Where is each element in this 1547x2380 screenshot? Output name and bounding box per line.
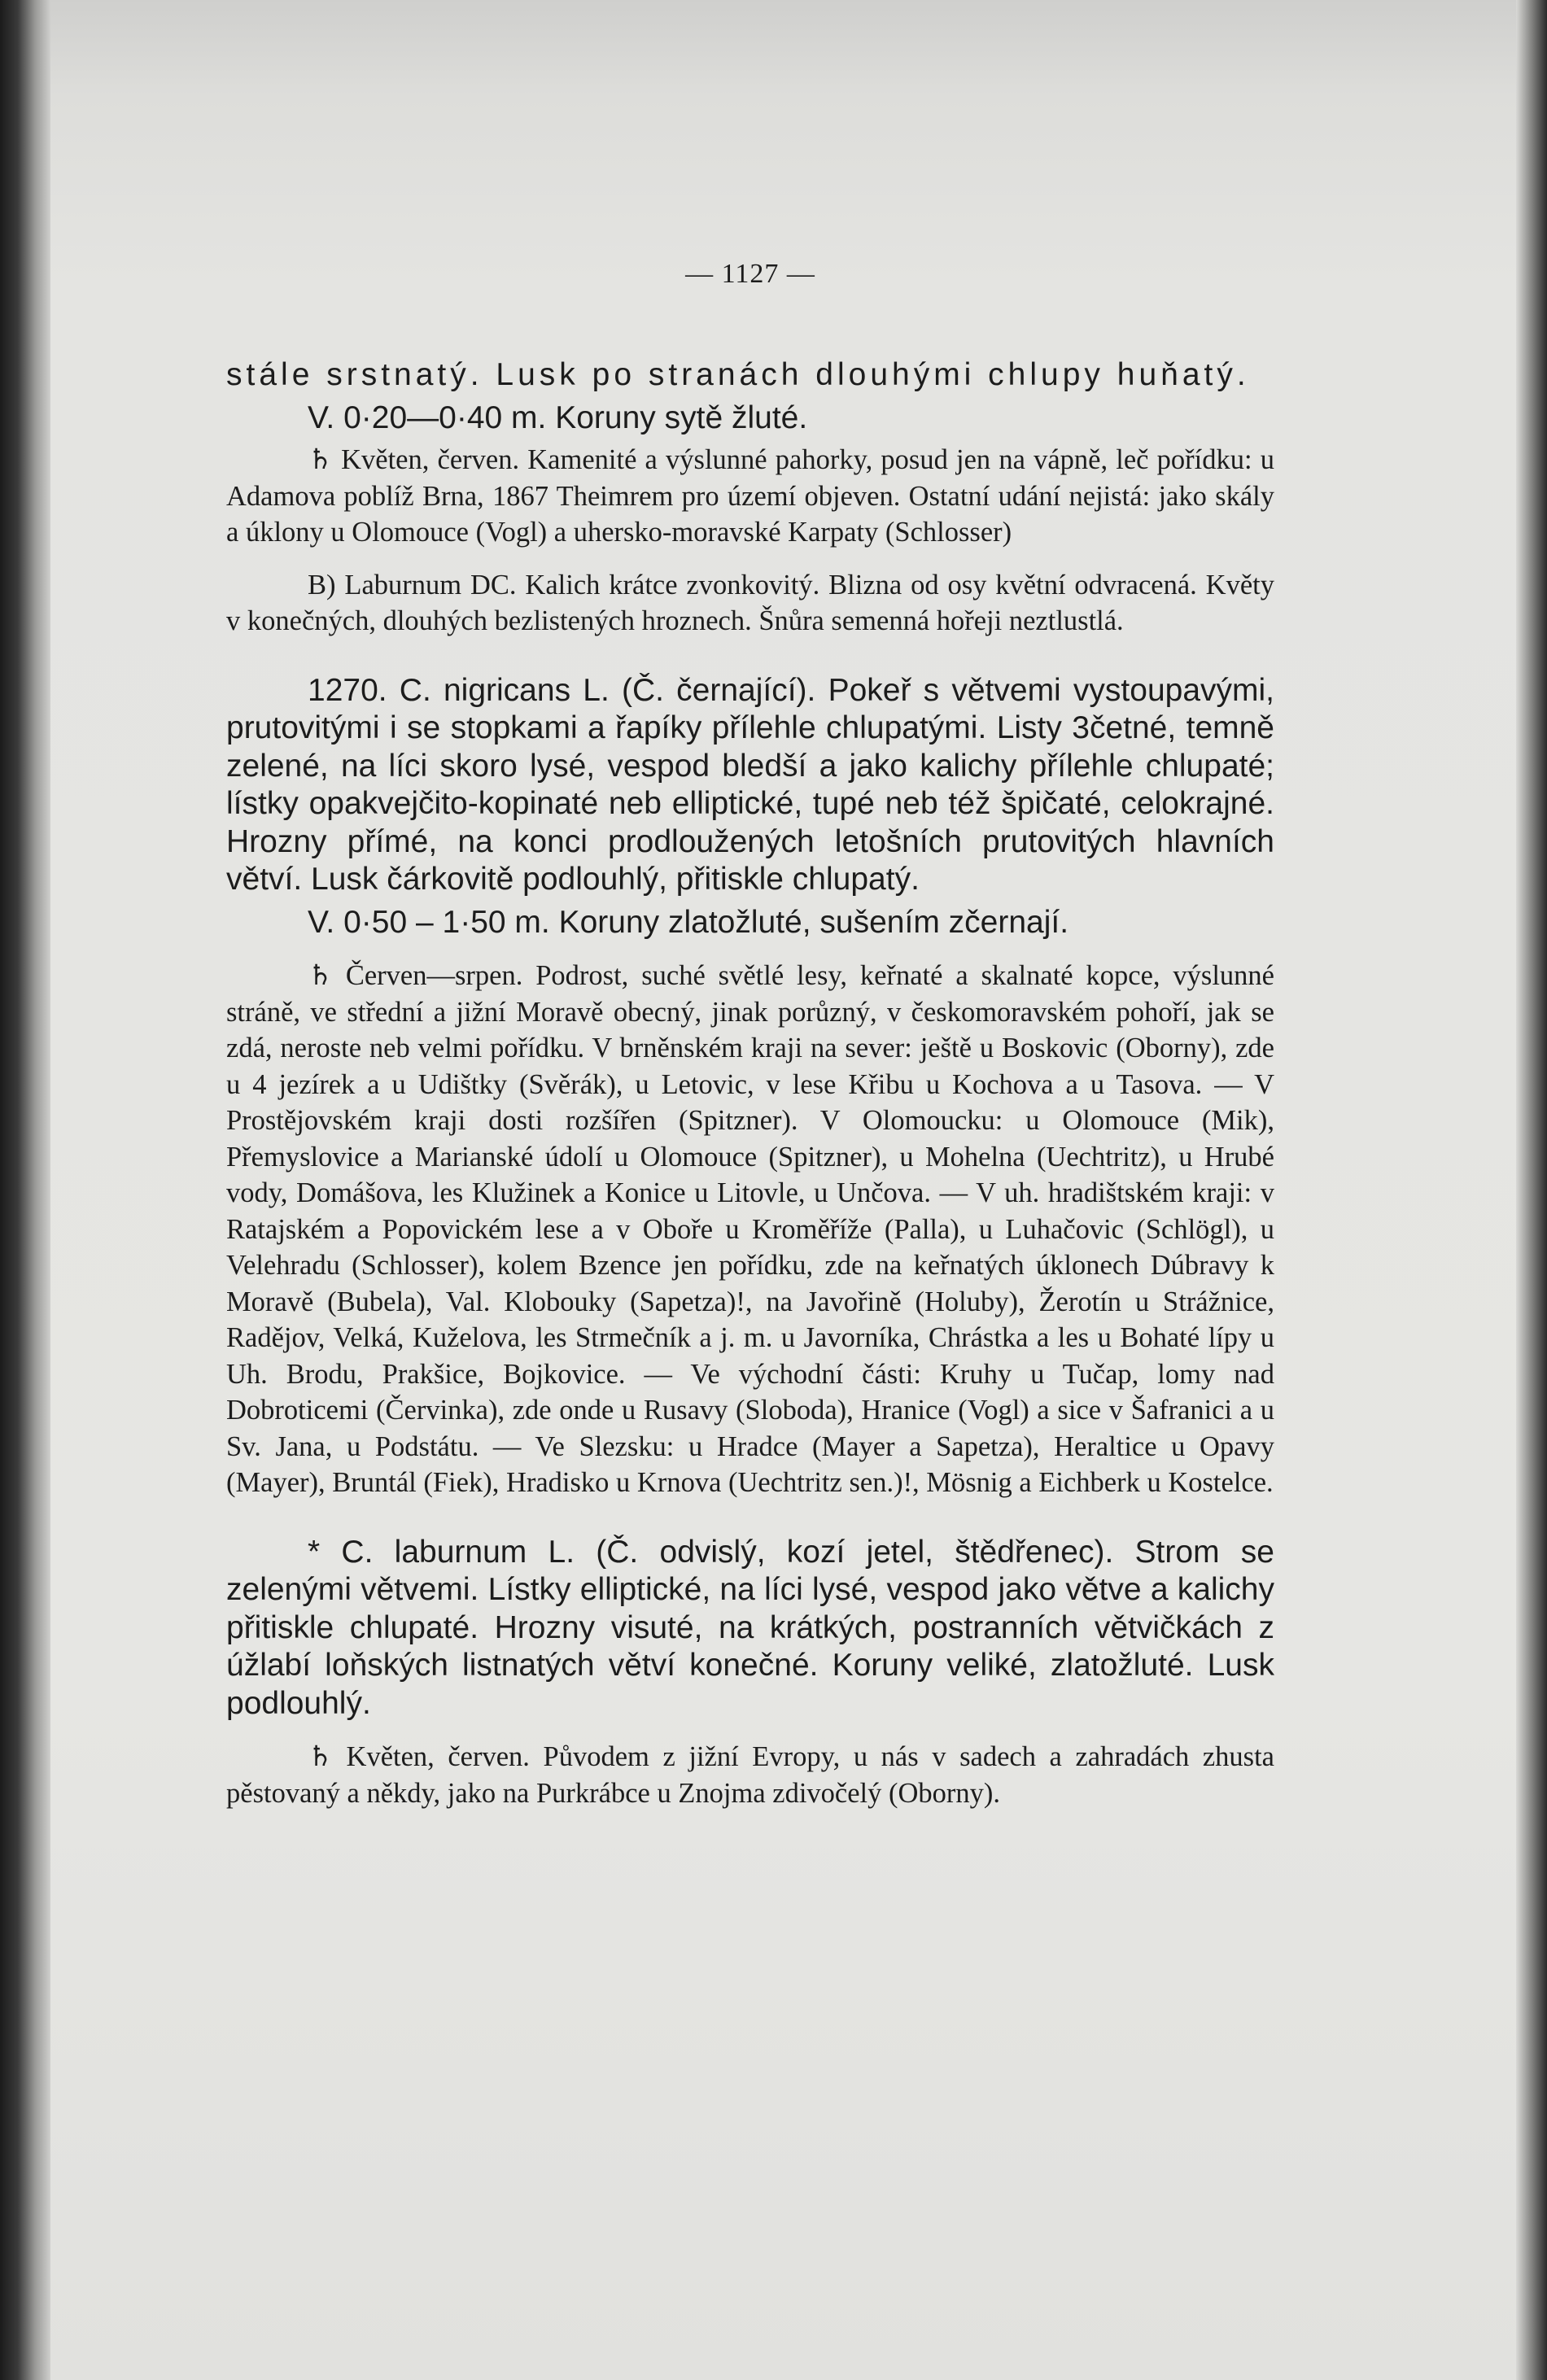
text-block <box>226 259 1274 1811</box>
paragraph-species-nigricans: 1270. C. nigricans L. (Č. černající). Pokeř s větvemi vystoupavými, prutovitými i se stopkami a řapíky přílehle chlupatými. Listy 3četné, temně zelené, na líci skoro lysé, vespod bledší a jako kalichy přílehle chlupaté; lístky opakvejčito-kopinaté neb elliptické, tupé neb též špičaté, celokrajné. Hrozny přímé, na konci prodloužených letošních prutovitých hlavních větví. Lusk čárkovitě podlouhlý, přitiskle chlupatý. <box>226 672 1274 897</box>
paragraph-habitat-1: ♄ Květen, červen. Kamenité a výslunné pahorky, posud jen na vápně, leč pořídku: u Adamova poblíž Brna, 1867 Theimrem pro území objeven. Ostatní udání nejistá: jako skály a úklony u Olomouce (Vogl) a uhersko-moravské Karpaty (Schlosser) <box>226 444 1274 548</box>
paragraph-species-laburnum: * C. laburnum L. (Č. odvislý, kozí jetel, štědřenec). Strom se zelenými větvemi. Lístky elliptické, na líci lysé, vespod jako větve a kalichy přitiskle chlupaté. Hrozny visuté, na krátkých, postranních větvičkách z úžlabí loňských listnatých větví konečné. Koruny veliké, zlatožluté. Lusk podlouhlý. <box>226 1534 1274 1721</box>
paragraph-nigricans-size: V. 0·50 – 1·50 m. Koruny zlatožluté, sušením zčernají. <box>308 904 1069 940</box>
paragraph-laburnum-habitat: ♄ Květen, červen. Původem z jižní Evropy, u nás v sadech a zahradách zhusta pěstovaný a někdy, jako na Purkrábce u Znojma zdivočelý (Oborny). <box>226 1741 1274 1809</box>
page-number: — 1127 — <box>685 259 815 289</box>
page-binding-edge <box>0 0 50 2380</box>
paragraph-nigricans-habitat: ♄ Červen—srpen. Podrost, suché světlé lesy, keřnaté a skalnaté kopce, výslunné stráně, ve střední a jižní Moravě obecný, jinak porůzný, v českomoravském pohoří, jak se zdá, neroste neb velmi pořídku. V brněnském kraji na sever: ještě u Boskovic (Oborny), zde u 4 jezírek a u Udištky (Svěrák), u Letovic, v lese Křibu u Kochova a u Tasova. — V Prostějovském kraji dosti rozšířen (Spitzner). V Olomoucku: u Olomouce (Mik), Přemyslovice a Marianské údolí u Olomouce (Spitzner), u Mohelna (Uechtritz), u Hrubé vody, Domášova, les Klužinek a Konice u Litovle, u Unčova. — V uh. hradištském kraji: v Ratajském a Popovickém lese a v Oboře u Kroměříže (Palla), u Luhačovic (Schlögl), u Velehradu (Schlosser), kolem Bzence jen pořídku, zde na keřnatých úklonech Dúbravy k Moravě (Bubela), Val. Klobouky (Sapetza)!, na Javořině (Holuby), Žerotín u Strážnice, Radějov, Velká, Kuželova, les Strmečník a j. m. u Javorníka, Chrástka a les u Bohaté lípy u Uh. Brodu, Prakšice, Bojkovice. — Ve východní části: Kruhy u Tučap, lomy nad Dobroticemi (Červinka), zde onde u Rusavy (Sloboda), Hranice (Vogl) a sice v Šafranici a u Sv. Jana, u Podstátu. — Ve Slezsku: u Hradce (Mayer a Sapetza), Heraltice u Opavy (Mayer), Bruntál (Fiek), Hradisko u Krnova (Uechtritz sen.)!, Mösnig a Eichberk u Kostelce. <box>226 960 1274 1498</box>
paragraph-continued-description: stále srstnatý. Lusk po stranách dlouhými chlupy huňatý. <box>226 357 1250 392</box>
page-outer-edge <box>1516 0 1547 2380</box>
paragraph-size-color: V. 0·20—0·40 m. Koruny sytě žluté. <box>308 400 808 435</box>
paragraph-section-laburnum: B) Laburnum DC. Kalich krátce zvonkovitý. Blizna od osy květní odvracená. Květy v konečných, dlouhých bezlistených hroznech. Šnůra semenná hořeji neztlustlá. <box>226 569 1274 636</box>
